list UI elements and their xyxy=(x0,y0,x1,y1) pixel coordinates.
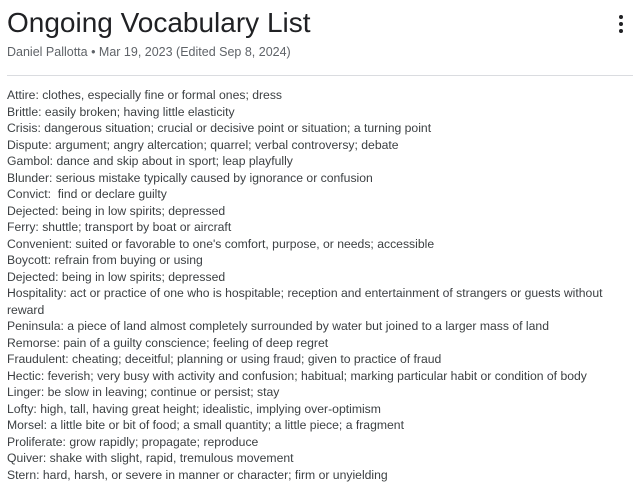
list-item: Attire: clothes, especially fine or formal ones; dress xyxy=(7,88,283,102)
document-header xyxy=(7,0,633,76)
list-item: Blunder: serious mistake typically caused by ignorance or confusion xyxy=(7,170,373,185)
list-item: Remorse: pain of a guilty conscience; feeling of deep regret xyxy=(7,335,329,350)
list-item: Dejected: being in low spirits; depressed xyxy=(7,269,226,284)
list-item: Dispute: argument; angry altercation; quarrel; verbal controversy; debate xyxy=(7,137,399,152)
more-vert-icon xyxy=(609,12,633,36)
document-meta: Daniel Pallotta • Mar 19, 2023 (Edited Sep 8, 2024) xyxy=(7,45,291,59)
list-item: Convict: find or declare guilty xyxy=(7,187,167,201)
list-item: Dejected: being in low spirits; depressed xyxy=(7,203,226,218)
list-item: Brittle: easily broken; having little elasticity xyxy=(7,104,235,119)
list-item: Quiver: shake with slight, rapid, tremulous movement xyxy=(7,451,294,465)
list-item: Boycott: refrain from buying or using xyxy=(7,253,203,267)
list-item: Linger: be slow in leaving; continue or persist; stay xyxy=(7,385,280,399)
list-item: Hospitality: act or practice of one who is hospitable; reception and entertainment of strangers or guests without reward xyxy=(7,286,603,317)
more-options-button[interactable] xyxy=(609,12,633,36)
list-item: Gambol: dance and skip about in sport; leap playfully xyxy=(7,154,293,168)
list-item: Morsel: a little bite or bit of food; a small quantity; a little piece; a fragment xyxy=(7,418,404,432)
list-item: Proliferate: grow rapidly; propagate; reproduce xyxy=(7,434,259,449)
vocabulary-list xyxy=(7,87,633,483)
list-item: Fraudulent: cheating; deceitful; planning or using fraud; given to practice of fraud xyxy=(7,352,442,366)
list-item: Peninsula: a piece of land almost completely surrounded by water but joined to a larger mass of land xyxy=(7,319,549,333)
list-item: Stern: hard, harsh, or severe in manner or character; firm or unyielding xyxy=(7,467,388,482)
list-item: Ferry: shuttle; transport by boat or aircraft xyxy=(7,220,232,234)
list-item: Crisis: dangerous situation; crucial or decisive point or situation; a turning point xyxy=(7,121,432,135)
list-item: Convenient: suited or favorable to one's comfort, purpose, or needs; accessible xyxy=(7,236,435,251)
list-item: Lofty: high, tall, having great height; idealistic, implying over-optimism xyxy=(7,401,381,416)
list-item: Hectic: feverish; very busy with activity and confusion; habitual; marking particular habit or condition of body xyxy=(7,368,587,383)
page-title: Ongoing Vocabulary List xyxy=(7,7,311,38)
